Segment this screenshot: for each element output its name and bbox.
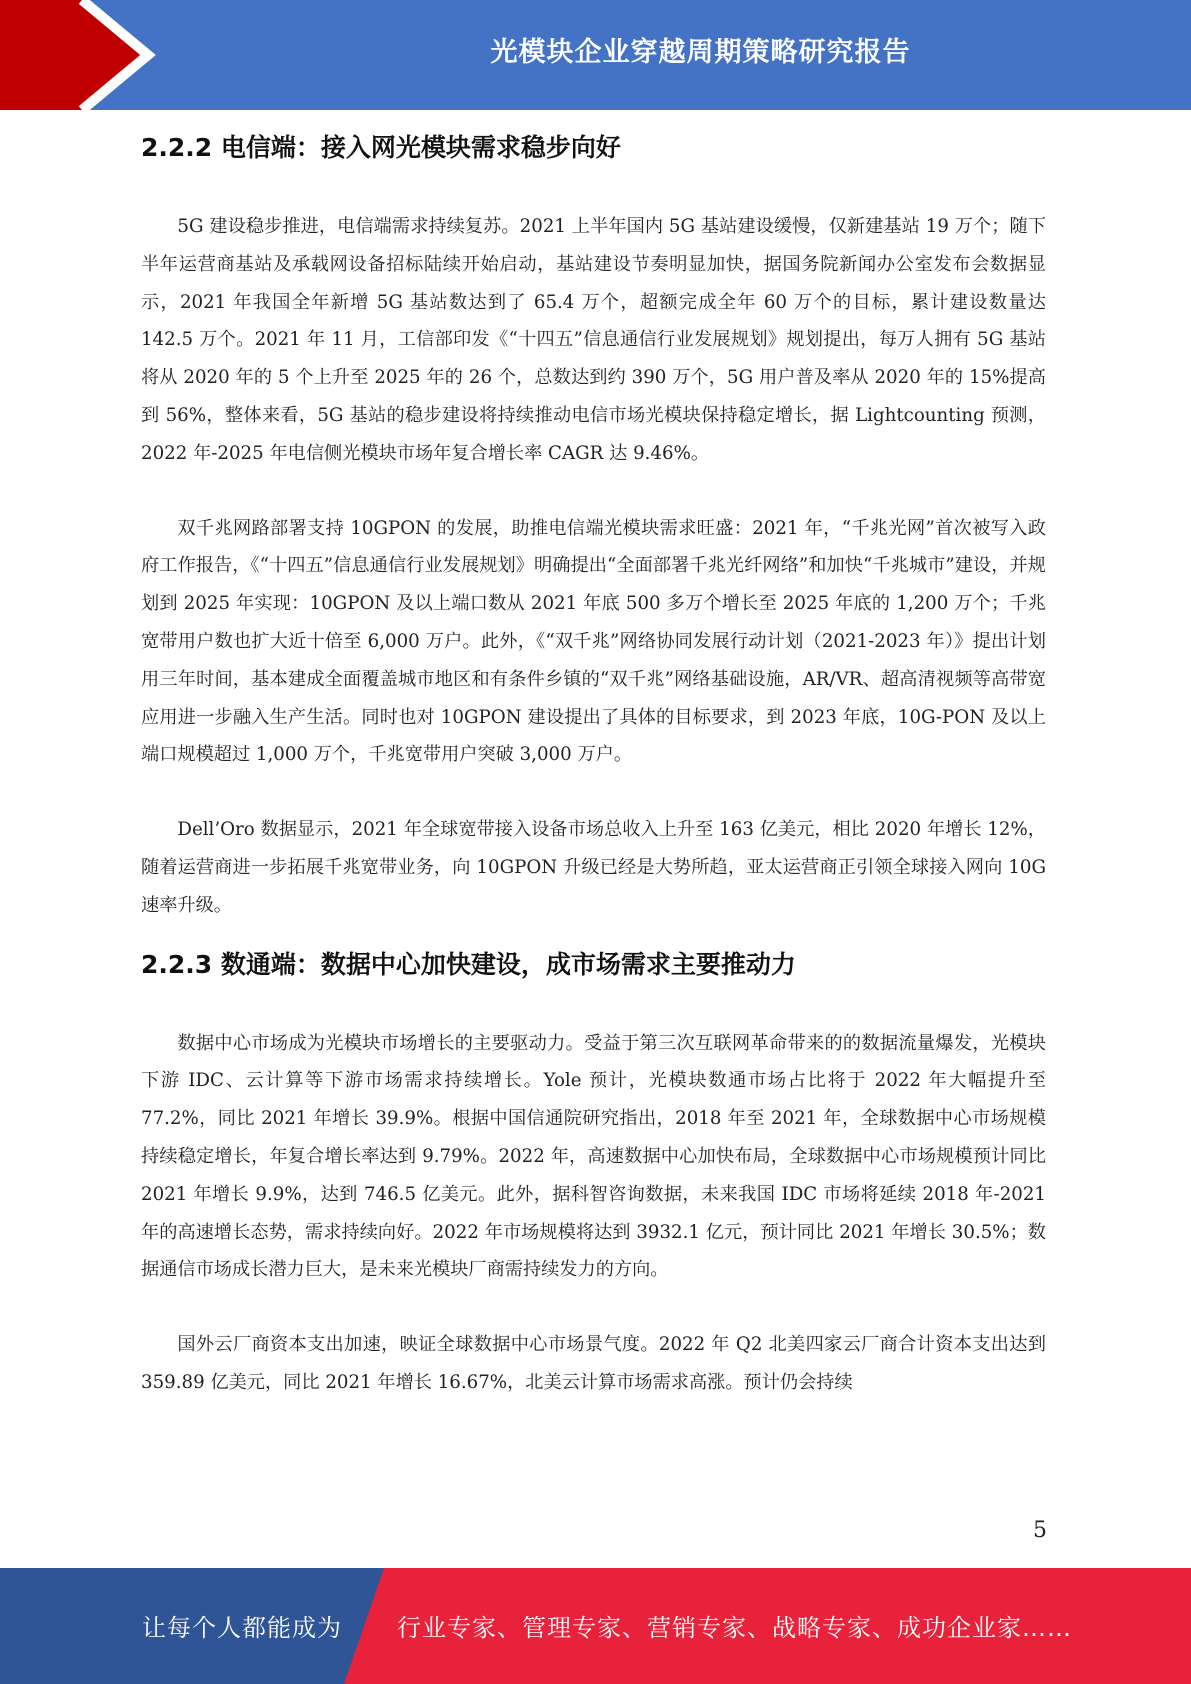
paragraph: 国外云厂商资本支出加速，映证全球数据中心市场景气度。2022 年 Q2 北美四家云厂商合计资本支出达到 359.89 亿美元，同比 2021 年增长 16.67%，北美云计算市场需求高涨。预计仍会持续 xyxy=(141,1334,1046,1393)
document-body xyxy=(141,128,1046,1402)
page-header xyxy=(0,0,1191,110)
footer-slogan-left: 让每个人都能成为 xyxy=(142,1614,342,1642)
paragraph: 双千兆网路部署支持 10GPON 的发展，助推电信端光模块需求旺盛：2021 年，“千兆光网”首次被写入政府工作报告，《“十四五”信息通信行业发展规划》明确提出“全面部署千兆光纤网络”和加快“千兆城市”建设，并规划到 2025 年实现：10GPON 及以上端口数从 2021 年底 500 多万个增长至 2025 年底的 1,200 万个；千兆宽带用户数也扩大近十倍至 6,000 万户。此外，《“双千兆”网络协同发展行动计划（2021-2023 年）》提出计划用三年时间，基本建成全面覆盖城市地区和有条件乡镇的“双千兆”网络基础设施，AR/VR、超高清视频等高带宽应用进一步融入生产生活。同时也对 10GPON 建设提出了具体的目标要求，到 2023 年底，10G-PON 及以上端口规模超过 1,000 万个，千兆宽带用户突破 3,000 万户。 xyxy=(141,517,1046,766)
paragraph: 数据中心市场成为光模块市场增长的主要驱动力。受益于第三次互联网革命带来的的数据流量爆发，光模块下游 IDC、云计算等下游市场需求持续增长。Yole 预计，光模块数通市场占比将于 2022 年大幅提升至 77.2%，同比 2021 年增长 39.9%。根据中国信通院研究指出，2018 年至 2021 年，全球数据中心市场规模持续稳定增长，年复合增长率达到 9.79%。2022 年，高速数据中心加快布局，全球数据中心市场规模预计同比 2021 年增长 9.9%，达到 746.5 亿美元。此外，据科智咨询数据，未来我国 IDC 市场将延续 2018 年-2021 年的高速增长态势，需求持续向好。2022 年市场规模将达到 3932.1 亿元，预计同比 2021 年增长 30.5%；数据通信市场成长潜力巨大，是未来光模块厂商需持续发力的方向。 xyxy=(141,1032,1046,1281)
page-number: 5 xyxy=(1033,1518,1047,1543)
paragraph: Dell’Oro 数据显示，2021 年全球宽带接入设备市场总收入上升至 163 亿美元，相比 2020 年增长 12%，随着运营商进一步拓展千兆宽带业务，向 10GPON 升级已经是大势所趋，亚太运营商正引领全球接入网向 10G 速率升级。 xyxy=(141,819,1046,916)
section-heading-2-2-3: 2.2.3 数通端：数据中心加快建设，成市场需求主要推动力 xyxy=(141,949,796,979)
page-footer xyxy=(0,1568,1191,1684)
footer-slogan-right: 行业专家、管理专家、营销专家、战略专家、成功企业家…… xyxy=(397,1614,1072,1642)
section-heading-2-2-2: 2.2.2 电信端：接入网光模块需求稳步向好 xyxy=(141,133,621,162)
red-arrow-logo xyxy=(0,0,160,110)
report-title: 光模块企业穿越周期策略研究报告 xyxy=(490,37,911,68)
paragraph: 5G 建设稳步推进，电信端需求持续复苏。2021 上半年国内 5G 基站建设缓慢，仅新建基站 19 万个；随下半年运营商基站及承载网设备招标陆续开始启动，基站建设节奏明显加快，据国务院新闻办公室发布会数据显示，2021 年我国全年新增 5G 基站数达到了 65.4 万个，超额完成全年 60 万个的目标，累计建设数量达 142.5 万个。2021 年 11 月，工信部印发《“十四五”信息通信行业发展规划》规划提出，每万人拥有 5G 基站将从 2020 年的 5 个上升至 2025 年的 26 个，总数达到约 390 万个，5G 用户普及率从 2020 年的 15%提高到 56%，整体来看，5G 基站的稳步建设将持续推动电信市场光模块保持稳定增长，据 Lightcounting 预测，2022 年-2025 年电信侧光模块市场年复合增长率 CAGR 达 9.46%。 xyxy=(141,216,1046,464)
